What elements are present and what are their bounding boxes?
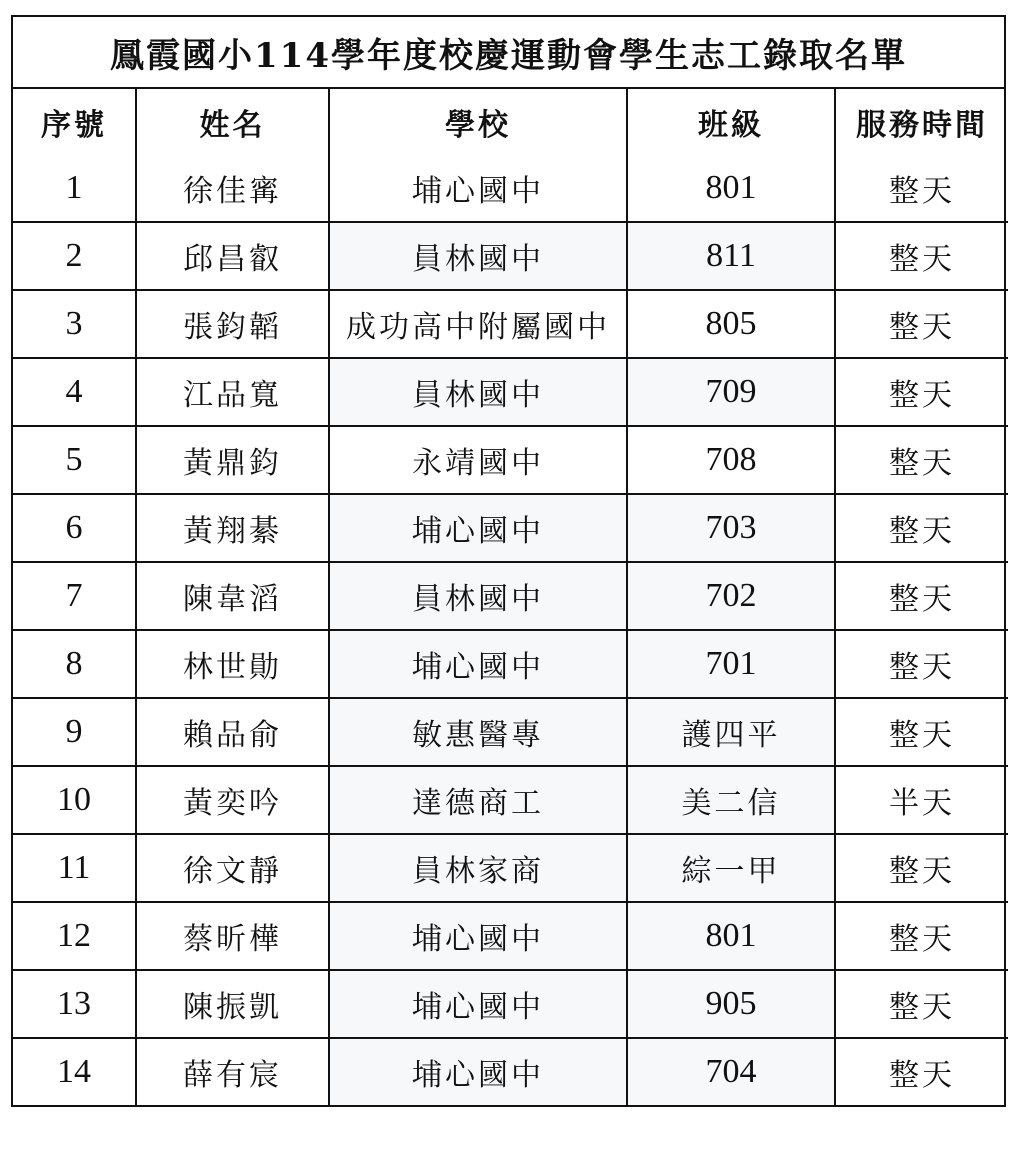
cell-school: 達德商工 <box>329 766 627 834</box>
cell-name: 徐佳寗 <box>136 155 329 222</box>
volunteer-table <box>13 89 1008 1105</box>
roster-sheet <box>11 15 1006 1107</box>
cell-serial: 3 <box>13 290 136 358</box>
cell-class: 綜一甲 <box>627 834 835 902</box>
cell-serial: 4 <box>13 358 136 426</box>
table-body <box>13 155 1008 1105</box>
cell-class: 905 <box>627 970 835 1038</box>
cell-service-time: 整天 <box>835 630 1008 698</box>
cell-name: 徐文靜 <box>136 834 329 902</box>
table-row <box>13 1038 1008 1105</box>
cell-class: 美二信 <box>627 766 835 834</box>
cell-service-time: 整天 <box>835 290 1008 358</box>
table-row <box>13 426 1008 494</box>
cell-name: 賴品俞 <box>136 698 329 766</box>
cell-serial: 2 <box>13 222 136 290</box>
cell-name: 黃翔綦 <box>136 494 329 562</box>
cell-class: 703 <box>627 494 835 562</box>
cell-school: 埔心國中 <box>329 494 627 562</box>
cell-name: 黃鼎鈞 <box>136 426 329 494</box>
header-row <box>13 89 1008 155</box>
cell-serial: 10 <box>13 766 136 834</box>
cell-service-time: 整天 <box>835 494 1008 562</box>
cell-service-time: 整天 <box>835 1038 1008 1105</box>
cell-service-time: 整天 <box>835 222 1008 290</box>
cell-school: 埔心國中 <box>329 970 627 1038</box>
cell-name: 陳振凱 <box>136 970 329 1038</box>
table-row <box>13 222 1008 290</box>
cell-name: 薛有宸 <box>136 1038 329 1105</box>
cell-serial: 14 <box>13 1038 136 1105</box>
cell-name: 黃奕吟 <box>136 766 329 834</box>
cell-service-time: 整天 <box>835 155 1008 222</box>
cell-name: 江品寬 <box>136 358 329 426</box>
cell-service-time: 整天 <box>835 562 1008 630</box>
cell-service-time: 半天 <box>835 766 1008 834</box>
cell-school: 埔心國中 <box>329 1038 627 1105</box>
table-row <box>13 698 1008 766</box>
cell-serial: 1 <box>13 155 136 222</box>
table-row <box>13 630 1008 698</box>
header-class: 班級 <box>627 89 835 155</box>
cell-name: 林世勛 <box>136 630 329 698</box>
table-row <box>13 290 1008 358</box>
cell-school: 埔心國中 <box>329 630 627 698</box>
cell-serial: 11 <box>13 834 136 902</box>
cell-class: 801 <box>627 902 835 970</box>
header-name: 姓名 <box>136 89 329 155</box>
cell-school: 員林國中 <box>329 358 627 426</box>
cell-class: 708 <box>627 426 835 494</box>
cell-service-time: 整天 <box>835 970 1008 1038</box>
table-row <box>13 155 1008 222</box>
header-service-time: 服務時間 <box>835 89 1008 155</box>
cell-school: 成功高中附屬國中 <box>329 290 627 358</box>
cell-serial: 8 <box>13 630 136 698</box>
cell-class: 805 <box>627 290 835 358</box>
table-row <box>13 494 1008 562</box>
cell-name: 邱昌叡 <box>136 222 329 290</box>
table-row <box>13 834 1008 902</box>
cell-name: 蔡昕樺 <box>136 902 329 970</box>
table-row <box>13 358 1008 426</box>
table-row <box>13 902 1008 970</box>
cell-school: 員林國中 <box>329 222 627 290</box>
cell-class: 704 <box>627 1038 835 1105</box>
cell-name: 張鈞韜 <box>136 290 329 358</box>
cell-service-time: 整天 <box>835 426 1008 494</box>
header-serial: 序號 <box>13 89 136 155</box>
cell-serial: 7 <box>13 562 136 630</box>
cell-class: 801 <box>627 155 835 222</box>
cell-class: 709 <box>627 358 835 426</box>
cell-school: 敏惠醫專 <box>329 698 627 766</box>
cell-class: 702 <box>627 562 835 630</box>
table-row <box>13 766 1008 834</box>
cell-service-time: 整天 <box>835 834 1008 902</box>
cell-name: 陳韋滔 <box>136 562 329 630</box>
table-row <box>13 562 1008 630</box>
header-school: 學校 <box>329 89 627 155</box>
cell-serial: 5 <box>13 426 136 494</box>
cell-school: 埔心國中 <box>329 902 627 970</box>
cell-serial: 13 <box>13 970 136 1038</box>
cell-serial: 6 <box>13 494 136 562</box>
cell-school: 員林國中 <box>329 562 627 630</box>
table-row <box>13 970 1008 1038</box>
document-title: 鳳霞國小114學年度校慶運動會學生志工錄取名單 <box>13 17 1004 89</box>
cell-serial: 9 <box>13 698 136 766</box>
cell-serial: 12 <box>13 902 136 970</box>
cell-service-time: 整天 <box>835 902 1008 970</box>
cell-school: 埔心國中 <box>329 155 627 222</box>
cell-service-time: 整天 <box>835 358 1008 426</box>
cell-class: 701 <box>627 630 835 698</box>
cell-class: 護四平 <box>627 698 835 766</box>
cell-school: 永靖國中 <box>329 426 627 494</box>
cell-class: 811 <box>627 222 835 290</box>
cell-service-time: 整天 <box>835 698 1008 766</box>
cell-school: 員林家商 <box>329 834 627 902</box>
